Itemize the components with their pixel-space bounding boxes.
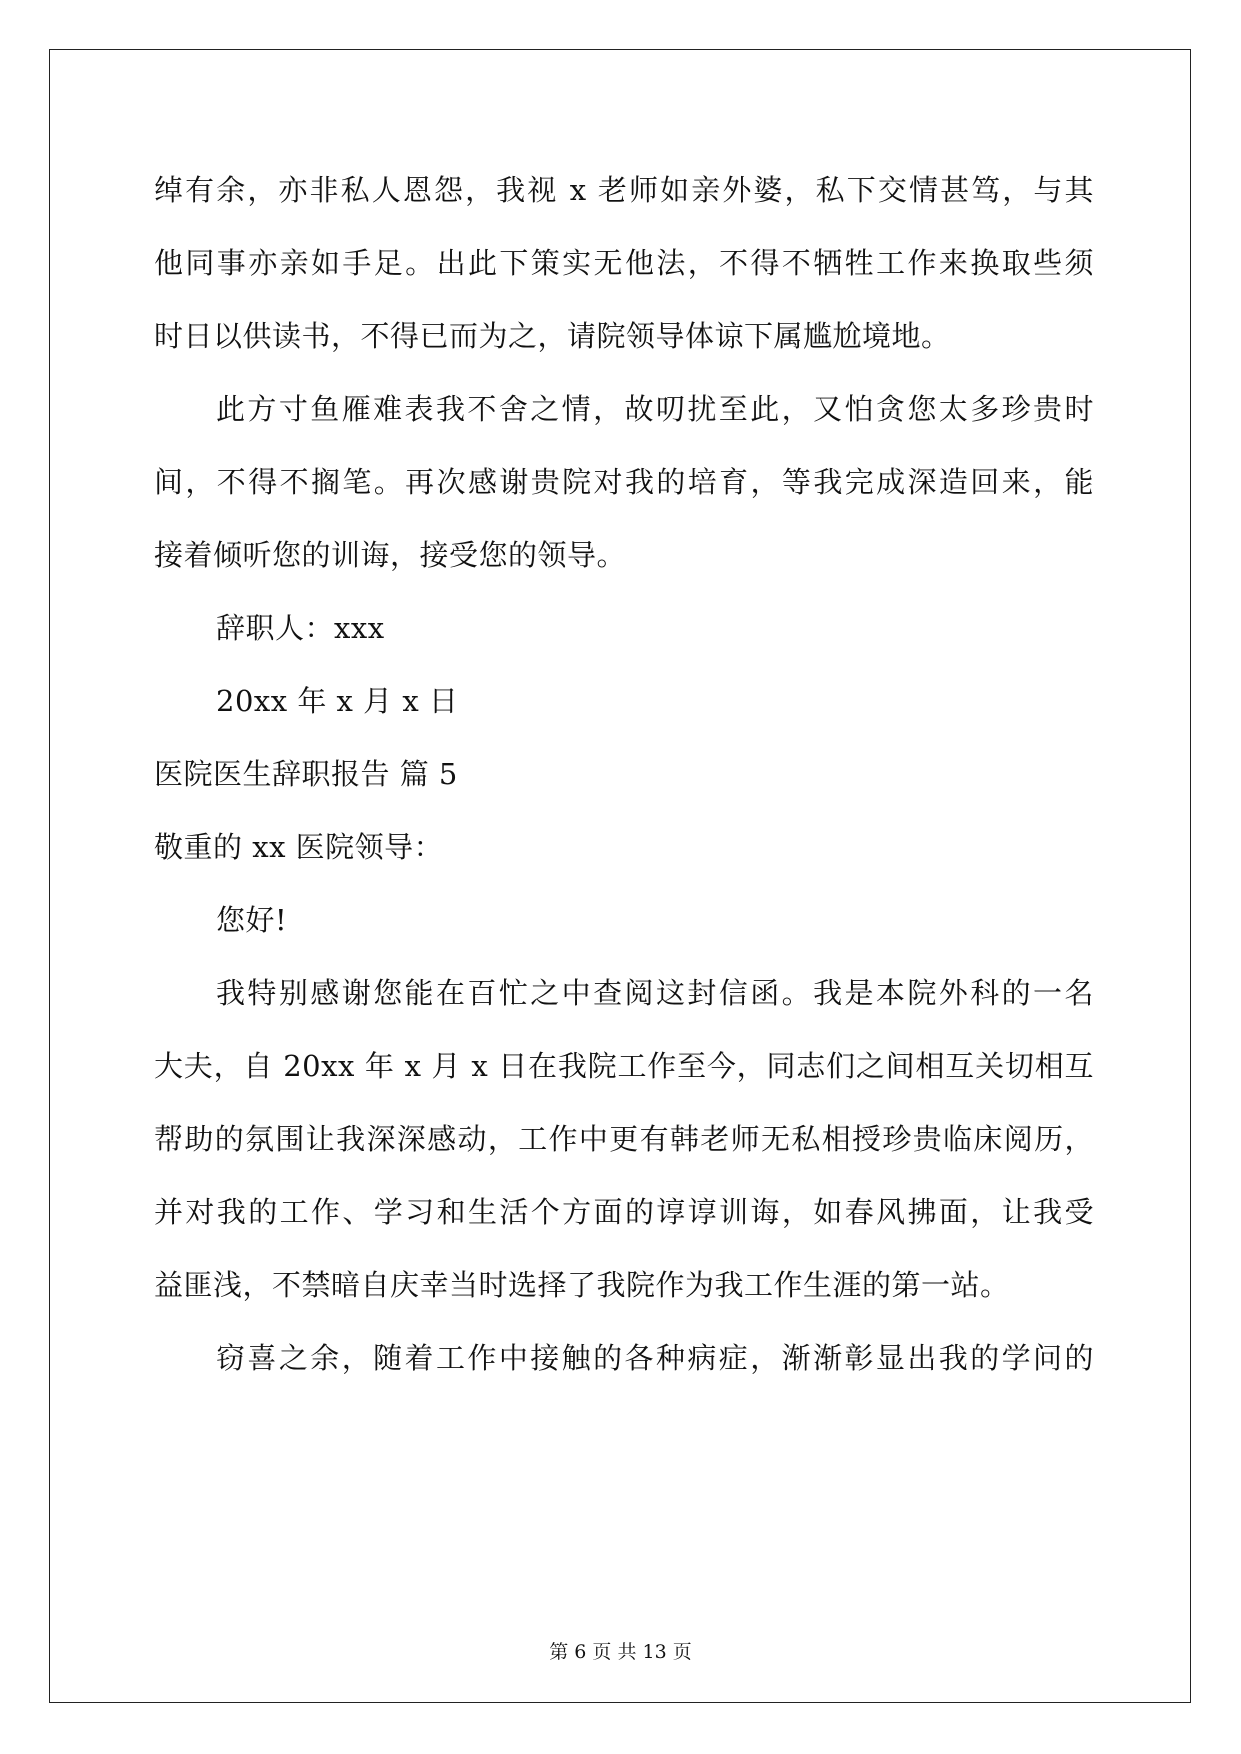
body-line-9: 帮助的氛围让我深深感动，工作中更有韩老师无私相授珍贵临床阅历， (154, 1122, 1094, 1156)
body-line-10: 并对我的工作、学习和生活个方面的谆谆训诲，如春风拂面，让我受 (154, 1195, 1094, 1229)
body-line-7: 我特别感谢您能在百忙之中查阅这封信函。我是本院外科的一名 (216, 976, 1094, 1010)
salutation: 敬重的 xx 医院领导： (154, 830, 444, 864)
body-line-6: 接着倾听您的训诲，接受您的领导。 (154, 538, 627, 572)
body-line-2: 他同事亦亲如手足。出此下策实无他法，不得不牺牲工作来换取些须 (154, 246, 1094, 280)
body-line-12: 窃喜之余，随着工作中接触的各种病症，渐渐彰显出我的学问的 (216, 1341, 1094, 1375)
greeting: 您好! (216, 903, 288, 937)
section-heading: 医院医生辞职报告 篇 5 (154, 757, 458, 791)
body-line-8: 大夫，自 20xx 年 x 月 x 日在我院工作至今，同志们之间相互关切相互 (154, 1049, 1094, 1083)
page-number-footer: 第 6 页 共 13 页 (549, 1641, 692, 1663)
body-line-4: 此方寸鱼雁难表我不舍之情，故叨扰至此，又怕贪您太多珍贵时 (216, 392, 1094, 426)
page-border (49, 49, 1191, 1703)
body-line-3: 时日以供读书，不得已而为之，请院领导体谅下属尴尬境地。 (154, 319, 951, 353)
body-line-1: 绰有余，亦非私人恩怨，我视 x 老师如亲外婆，私下交情甚笃，与其 (154, 173, 1094, 207)
date-line: 20xx 年 x 月 x 日 (216, 684, 459, 718)
signature-line: 辞职人：xxx (216, 611, 385, 645)
body-line-5: 间，不得不搁笔。再次感谢贵院对我的培育，等我完成深造回来，能 (154, 465, 1094, 499)
body-line-11: 益匪浅，不禁暗自庆幸当时选择了我院作为我工作生涯的第一站。 (154, 1268, 1010, 1302)
